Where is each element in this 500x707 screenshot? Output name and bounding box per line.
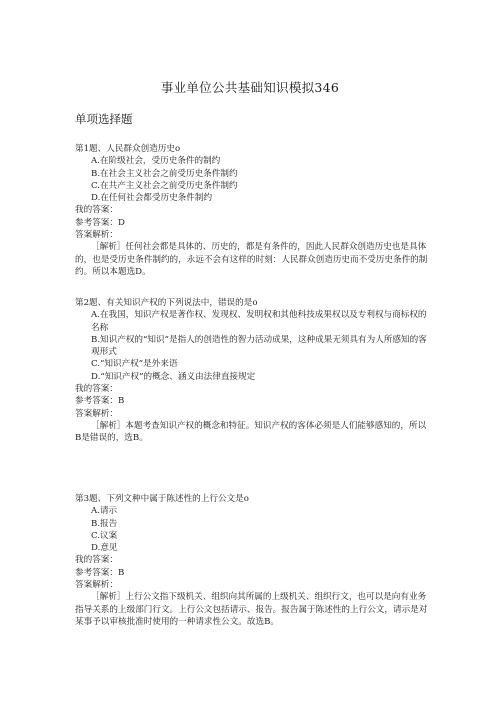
- question-3: [75, 493, 430, 628]
- my-answer-label: 我的答案：: [75, 555, 118, 566]
- option-a: A.请示: [91, 506, 118, 517]
- question-1: [75, 143, 430, 278]
- analysis-label: 答案解析：: [75, 408, 118, 419]
- question-stem: 第3题、下列文种中属于陈述性的上行公文是o: [75, 494, 249, 504]
- option-b: B.报告: [91, 518, 118, 529]
- question-stem: 第2题、有关知识产权的下列说法中，错误的是o: [75, 298, 258, 308]
- analysis-label: 答案解析：: [75, 580, 118, 591]
- option-d: D.在任何社会都受历史条件制约: [91, 193, 213, 204]
- analysis-text: ［解析］上行公文指下级机关、组织向其所属的上级机关、组织行文，也可以是向有业务指导关系的上级部门行文。上行公文包括请示、报告。报告属于陈述性的上行公文，请示是对某事予以审核批准时使用的一种请求性公文。故选B。: [75, 592, 428, 627]
- my-answer-label: 我的答案：: [75, 384, 118, 395]
- option-c: C.在共产主义社会之前受历史条件制约: [91, 180, 238, 191]
- reference-answer: 参考答案：B: [75, 396, 125, 407]
- option-b: B.知识产权的“知识”是指人的创造性的智力活动成果，这种成果无须具有为人所感知的客观形式: [91, 334, 427, 358]
- my-answer-label: 我的答案：: [75, 205, 118, 216]
- analysis-text: ［解析］本题考查知识产权的概念和特征。知识产权的客体必须是人们能够感知的，所以B是错误的，选B。: [75, 420, 427, 444]
- reference-answer: 参考答案：D: [75, 217, 125, 228]
- option-d: D.“知识产权”的概念、涵义由法律直接规定: [91, 371, 256, 382]
- question-stem: 第1题、人民群众创造历史o: [75, 144, 181, 154]
- section-title: 单项选择题: [75, 112, 133, 126]
- question-2: [75, 297, 430, 445]
- option-d: D.意见: [91, 543, 118, 554]
- option-a: A.在阶级社会，受历史条件的制约: [91, 156, 221, 167]
- document-title: 事业单位公共基础知识模拟346: [160, 80, 340, 95]
- option-c: C.议案: [91, 530, 118, 541]
- reference-answer: 参考答案：B: [75, 567, 125, 578]
- option-a: A.在我国，知识产权是著作权、发现权、发明权和其他科技成果权以及专利权与商标权的名称: [91, 310, 427, 333]
- option-b: B.在社会主义社会之前受历史条件制约: [91, 168, 238, 179]
- analysis-label: 答案解析：: [75, 230, 118, 241]
- option-c: C.“知识产权”是外来语: [91, 359, 178, 370]
- analysis-text: ［解析］任何社会都是具体的、历史的，都是有条件的，因此人民群众创造历史也是具体的，也是受历史条件制约的，永远不会有这样的时刻：人民群众创造历史而不受历史条件的制约。所以本题选D。: [75, 242, 428, 277]
